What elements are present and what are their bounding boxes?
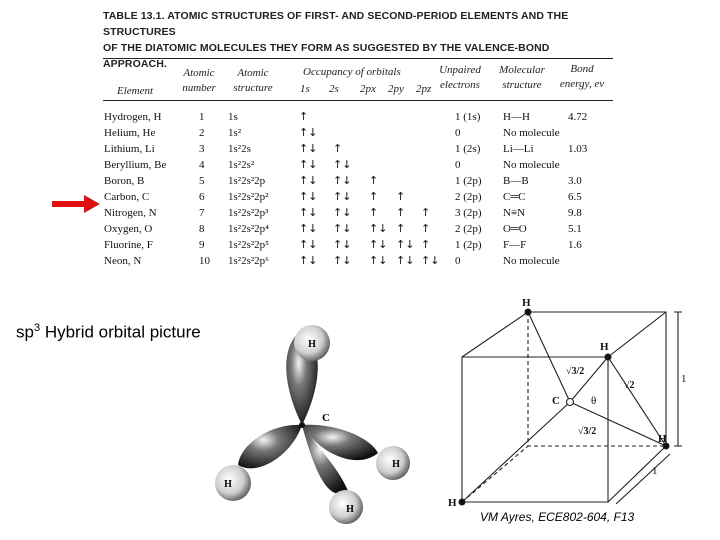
cell-orbital-2px: ↑ xyxy=(369,190,379,203)
cell-unpaired: 2 (2p) xyxy=(455,191,482,203)
cell-atomic-number: 10 xyxy=(199,255,210,267)
cube-hidden-connecting-edge xyxy=(462,446,528,502)
cell-bond-energy: 5.1 xyxy=(568,223,582,235)
table-header-rule xyxy=(103,100,613,101)
header-orbital-2py: 2py xyxy=(388,83,404,95)
cube-h-top-dot xyxy=(525,309,531,315)
cell-atomic-structure: 1s²2s²2p⁴ xyxy=(228,223,269,235)
header-occupancy: Occupancy of orbitals xyxy=(303,66,401,78)
footer-credit: VM Ayres, ECE802-604, F13 xyxy=(480,510,635,524)
cell-element: Fluorine, F xyxy=(104,239,153,251)
sp3-orbital-drawing xyxy=(200,305,420,530)
cell-orbital-2s: ↑↓ xyxy=(333,174,352,187)
cell-orbital-2pz: ↑↓ xyxy=(421,254,440,267)
cell-molecular-structure: C═C xyxy=(503,191,526,203)
cell-orbital-2px: ↑↓ xyxy=(369,238,388,251)
cube-sqrt3-over-2-top: √3/2 xyxy=(566,366,585,377)
sp3-h-bottom-label: H xyxy=(346,504,354,515)
header-unpaired-line2: electrons xyxy=(440,79,480,91)
cell-element: Hydrogen, H xyxy=(104,111,162,123)
header-orbital-1s: 1s xyxy=(300,83,310,95)
header-unpaired xyxy=(437,63,483,93)
header-bond-energy xyxy=(556,62,608,92)
cell-orbital-1s: ↑↓ xyxy=(299,142,318,155)
sp3-hydrogen-left xyxy=(215,465,251,501)
cell-unpaired: 1 (1s) xyxy=(455,111,481,123)
cell-element: Helium, He xyxy=(104,127,156,139)
cell-atomic-structure: 1s²2s²2p xyxy=(228,175,266,187)
cell-unpaired: 0 xyxy=(455,159,461,171)
cube-sqrt3-over-2-bottom: √3/2 xyxy=(578,426,597,437)
table-top-rule xyxy=(103,58,613,59)
cell-unpaired: 1 (2s) xyxy=(455,143,481,155)
cell-unpaired: 0 xyxy=(455,255,461,267)
cell-bond-energy: 9.8 xyxy=(568,207,582,219)
cell-atomic-structure: 1s²2s²2p³ xyxy=(228,207,269,219)
cube-carbon-label: C xyxy=(552,395,560,407)
cell-atomic-structure: 1s² xyxy=(228,127,242,139)
cell-orbital-2px: ↑↓ xyxy=(369,254,388,267)
cube-bottom-dimension xyxy=(616,454,670,504)
cell-orbital-2s: ↑ xyxy=(333,142,343,155)
cell-orbital-2py: ↑↓ xyxy=(396,254,415,267)
cell-bond-energy: 3.0 xyxy=(568,175,582,187)
sp3-h-top-label: H xyxy=(308,339,316,350)
cube-sqrt2-label: √2 xyxy=(624,380,635,391)
cell-atomic-structure: 1s²2s² xyxy=(228,159,255,171)
cell-orbital-1s: ↑ xyxy=(299,110,309,123)
cell-unpaired: 1 (2p) xyxy=(455,175,482,187)
cell-molecular-structure: O═O xyxy=(503,223,527,235)
cell-bond-energy: 6.5 xyxy=(568,191,582,203)
cube-carbon-dot xyxy=(567,399,574,406)
cell-atomic-structure: 1s²2s²2p⁶ xyxy=(228,255,269,267)
cube-bottom-1-label: 1 xyxy=(652,465,658,477)
cell-molecular-structure: Li—Li xyxy=(503,143,534,155)
cube-back-edges xyxy=(528,312,666,446)
header-atomic-structure-line2: structure xyxy=(233,82,273,94)
sp3-carbon-label: C xyxy=(322,412,330,424)
cell-atomic-structure: 1s xyxy=(228,111,238,123)
cell-molecular-structure: B—B xyxy=(503,175,529,187)
header-bond-line2: energy, ev xyxy=(559,78,605,90)
sp3-label-prefix: sp xyxy=(16,322,34,342)
cell-orbital-2px: ↑ xyxy=(369,206,379,219)
cell-element: Beryllium, Be xyxy=(104,159,167,171)
cube-hidden-edges xyxy=(528,312,666,446)
cell-orbital-1s: ↑↓ xyxy=(299,206,318,219)
cell-atomic-number: 8 xyxy=(199,223,205,235)
cell-orbital-1s: ↑↓ xyxy=(299,238,318,251)
cell-atomic-number: 2 xyxy=(199,127,205,139)
cell-bond-energy: 1.03 xyxy=(568,143,588,155)
cell-molecular-structure: N≡N xyxy=(503,207,526,219)
cell-orbital-2pz: ↑ xyxy=(421,206,431,219)
header-orbital-2px: 2px xyxy=(360,83,376,95)
cell-atomic-number: 4 xyxy=(199,159,205,171)
red-arrow-icon xyxy=(52,195,100,213)
cell-atomic-number: 9 xyxy=(199,239,205,251)
header-unpaired-line1: Unpaired xyxy=(439,64,481,76)
cell-atomic-number: 5 xyxy=(199,175,205,187)
cube-h-top-label: H xyxy=(522,297,531,309)
header-orbital-2pz: 2pz xyxy=(416,83,432,95)
header-atomic-number-line2: number xyxy=(182,82,216,94)
header-molecular-line1: Molecular xyxy=(499,64,545,76)
cell-orbital-2s: ↑↓ xyxy=(333,190,352,203)
cell-element: Boron, B xyxy=(104,175,145,187)
cell-molecular-structure: No molecule xyxy=(503,127,560,139)
header-molecular-line2: structure xyxy=(502,79,542,91)
sp3-carbon-dot xyxy=(299,422,305,428)
cell-orbital-1s: ↑↓ xyxy=(299,222,318,235)
cell-orbital-2s: ↑↓ xyxy=(333,238,352,251)
caption-line-2: OF THE DIATOMIC MOLECULES THEY FORM AS SUGGESTED BY THE VALENCE-BOND APPROACH. xyxy=(103,42,550,70)
cell-element: Oxygen, O xyxy=(104,223,153,235)
cube-h-upper-right-label: H xyxy=(600,341,609,353)
cell-orbital-1s: ↑↓ xyxy=(299,190,318,203)
cell-orbital-2s: ↑↓ xyxy=(333,222,352,235)
cell-element: Lithium, Li xyxy=(104,143,155,155)
cube-geometry-drawing xyxy=(440,292,690,522)
header-element: Element xyxy=(117,85,154,97)
cell-unpaired: 0 xyxy=(455,127,461,139)
cell-element: Carbon, C xyxy=(104,191,150,203)
sp3-h-right-label: H xyxy=(392,459,400,470)
cube-theta-label: θ xyxy=(591,395,597,407)
cell-orbital-2s: ↑↓ xyxy=(333,206,352,219)
cell-orbital-2pz: ↑ xyxy=(421,222,431,235)
cell-molecular-structure: No molecule xyxy=(503,159,560,171)
cell-orbital-2pz: ↑ xyxy=(421,238,431,251)
cell-atomic-structure: 1s²2s²2p⁵ xyxy=(228,239,269,251)
sp3-label-superscript: 3 xyxy=(33,322,41,334)
cube-h-upper-right-dot xyxy=(605,354,611,360)
cube-side-1-label: 1 xyxy=(681,373,687,385)
cell-molecular-structure: H—H xyxy=(503,111,530,123)
cell-atomic-number: 1 xyxy=(199,111,205,123)
cube-h-right-label: H xyxy=(658,433,667,445)
cell-molecular-structure: F—F xyxy=(503,239,527,251)
caption-line-1: TABLE 13.1. ATOMIC STRUCTURES OF FIRST- AND SECOND-PERIOD ELEMENTS AND THE STRUCTURES xyxy=(103,10,569,38)
red-arrow-head xyxy=(84,195,100,213)
header-orbital-2s: 2s xyxy=(329,83,339,95)
cell-orbital-1s: ↑↓ xyxy=(299,126,318,139)
cell-atomic-structure: 1s²2s²2p² xyxy=(228,191,269,203)
cell-element: Nitrogen, N xyxy=(104,207,157,219)
cell-element: Neon, N xyxy=(104,255,142,267)
cell-orbital-1s: ↑↓ xyxy=(299,174,318,187)
cell-unpaired: 1 (2p) xyxy=(455,239,482,251)
cube-h-bottom-left-dot xyxy=(459,499,465,505)
header-atomic-number xyxy=(180,66,218,96)
cube-h-bottom-left-label: H xyxy=(448,497,457,509)
cell-orbital-2s: ↑↓ xyxy=(333,254,352,267)
sp3-lobe-left xyxy=(238,425,302,468)
cell-orbital-2py: ↑ xyxy=(396,222,406,235)
cell-bond-energy: 1.6 xyxy=(568,239,582,251)
header-atomic-structure xyxy=(230,66,276,96)
cell-atomic-number: 7 xyxy=(199,207,205,219)
header-atomic-number-line1: Atomic xyxy=(183,67,215,79)
cell-atomic-number: 6 xyxy=(199,191,205,203)
header-molecular xyxy=(496,63,548,93)
cell-orbital-2px: ↑↓ xyxy=(369,222,388,235)
cell-unpaired: 3 (2p) xyxy=(455,207,482,219)
sp3-label-suffix: Hybrid orbital picture xyxy=(40,322,201,342)
cube-bond-lines xyxy=(462,312,666,502)
cell-orbital-2py: ↑↓ xyxy=(396,238,415,251)
cell-orbital-2s: ↑↓ xyxy=(333,158,352,171)
cell-orbital-2py: ↑ xyxy=(396,190,406,203)
cell-orbital-1s: ↑↓ xyxy=(299,158,318,171)
cell-bond-energy: 4.72 xyxy=(568,111,588,123)
cell-orbital-2py: ↑ xyxy=(396,206,406,219)
cell-unpaired: 2 (2p) xyxy=(455,223,482,235)
cell-orbital-2px: ↑ xyxy=(369,174,379,187)
header-bond-line1: Bond xyxy=(570,63,594,75)
cell-orbital-1s: ↑↓ xyxy=(299,254,318,267)
sp3-label xyxy=(16,322,201,343)
sp3-h-left-label: H xyxy=(224,479,232,490)
cell-atomic-number: 3 xyxy=(199,143,205,155)
red-arrow-shaft xyxy=(52,201,86,207)
cell-molecular-structure: No molecule xyxy=(503,255,560,267)
header-atomic-structure-line1: Atomic xyxy=(237,67,269,79)
cell-atomic-structure: 1s²2s xyxy=(228,143,251,155)
